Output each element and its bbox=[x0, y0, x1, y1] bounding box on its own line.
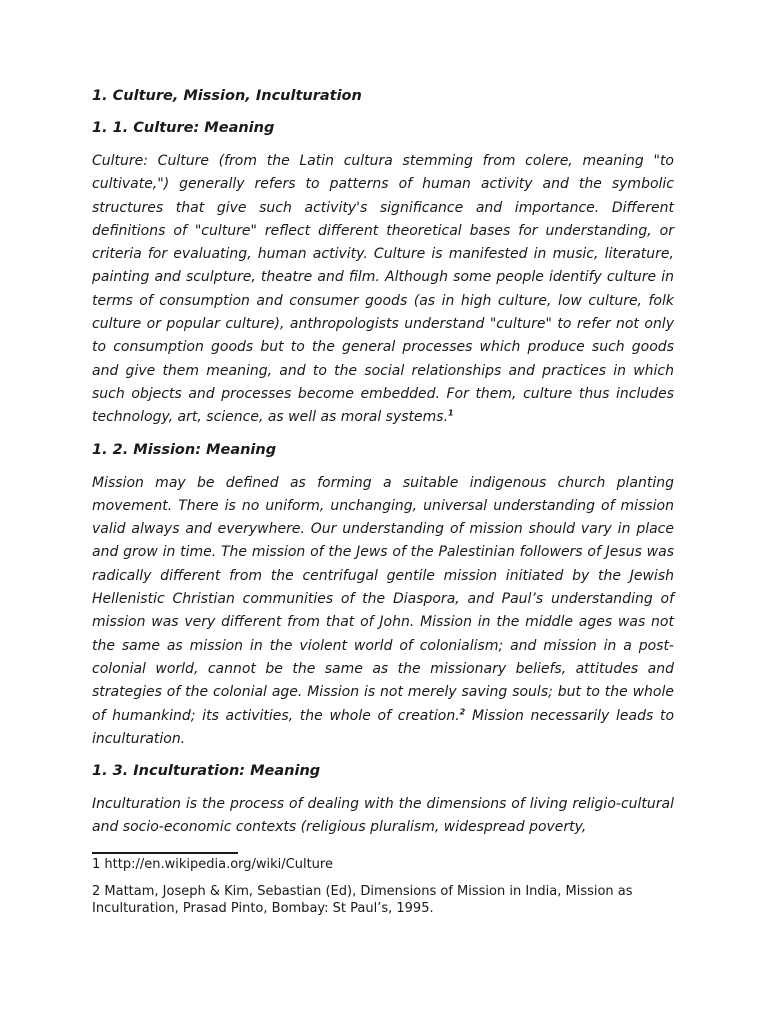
paragraph-mission-text: Mission may be defined as forming a suitable indigenous church planting movement. There is no uniform, unchanging, universal understanding of mission valid always and everywhere. Our understanding of mission should vary in place and grow in time. The mission of the Jews of the Palestinian followers of Jesus was radically different from the centrifugal gentile mission initiated by the Jewish Hellenistic Christian communities of the Diaspora, and Paul’s understanding of mission was very different from that of John. Mission in the middle ages was not the same as mission in the violent world of colonialism; and mission in a post-colonial world, cannot be the same as the missionary beliefs, attitudes and strategies of the colonial age. Mission is not merely saving souls; but to the whole of humankind; its activities, the whole of creation. bbox=[92, 474, 674, 724]
document-page bbox=[92, 86, 674, 849]
section-heading-inculturation: 1. 3. Inculturation: Meaning bbox=[92, 763, 321, 780]
section-heading-mission: 1. 2. Mission: Meaning bbox=[92, 441, 277, 458]
main-heading: 1. Culture, Mission, Inculturation bbox=[92, 88, 362, 104]
paragraph-inculturation: Inculturation is the process of dealing with the dimensions of living religio-cultural and socio-economic contexts (religious pluralism, widespread poverty, bbox=[92, 796, 674, 836]
section-heading-culture: 1. 1. Culture: Meaning bbox=[92, 120, 275, 136]
paragraph-culture-text: Culture: Culture (from the Latin cultura stemming from colere, meaning "to cultivate,") generally refers to patterns of human activity and the symbolic structures that give such activity's significance and importance. Different definitions of "culture" reflect different theoretical bases for understanding, or criteria for evaluating, human activity. Culture is manifested in music, literature, painting and sculpture, theatre and film. Although some people identify culture in terms of consumption and consumer goods (as in high culture, low culture, folk culture or popular culture), anthropologists understand "culture" to refer not only to consumption goods but to the general processes which produce such goods and give them meaning, and to the social relationships and practices in which such objects and processes become embedded. For them, culture thus includes technology, art, science, as well as moral systems. bbox=[92, 153, 674, 426]
footnote-ref-1[interactable]: 1 bbox=[448, 408, 454, 418]
footnote-2: 2 Mattam, Joseph & Kim, Sebastian (Ed), Dimensions of Mission in India, Mission as Inculturation, Prasad Pinto, Bombay: St Paul’s, 1995. bbox=[92, 884, 633, 916]
footnote-1: 1 http://en.wikipedia.org/wiki/Culture bbox=[92, 857, 333, 872]
footnotes-area bbox=[92, 852, 674, 927]
paragraph-mission bbox=[92, 472, 674, 752]
footnote-ref-2[interactable]: 2 bbox=[459, 706, 466, 716]
paragraph-mission-text-after: Mission necessarily leads to inculturation. bbox=[92, 707, 675, 747]
footnote-separator bbox=[92, 852, 238, 854]
paragraph-culture bbox=[92, 150, 674, 430]
